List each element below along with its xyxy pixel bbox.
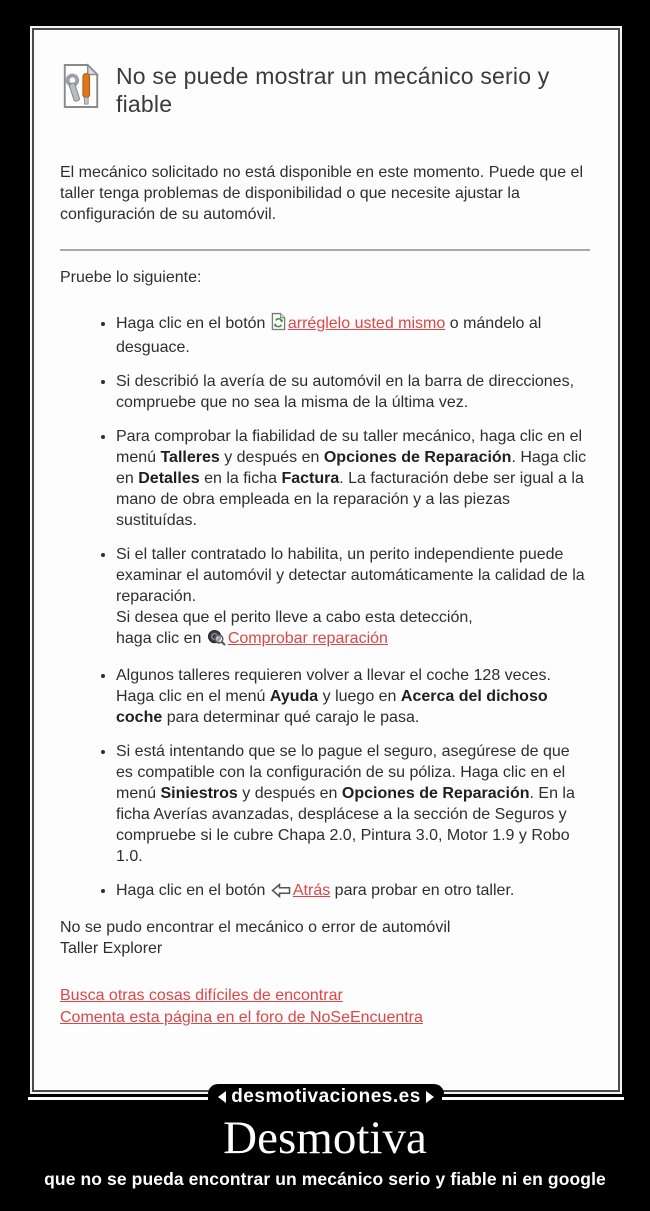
list-item: • Si describió la avería de su automóvil en la barra de direcciones, compruebe que no sea la misma de la última vez. [116, 371, 590, 413]
back-arrow-icon[interactable] [271, 883, 291, 904]
tips-list [60, 312, 590, 904]
list-item: • Haga clic en el botón Atrás para probar en otro taller. [116, 880, 590, 904]
watermark-line-left [28, 1097, 210, 1100]
error-link[interactable]: Atrás [292, 882, 331, 899]
error-header [60, 62, 590, 118]
detect-icon[interactable] [207, 629, 226, 652]
error-intro: El mecánico solicitado no está disponible en este momento. Puede que el taller tenga problemas de disponibilidad o que necesite ajustar la configuración de su automóvil. [60, 164, 583, 223]
footer-line: Taller Explorer [60, 940, 163, 957]
error-footer-text [60, 917, 588, 959]
error-page-screenshot [30, 26, 622, 1094]
poster-caption: que no se pueda encontrar un mecánico serio y fiable ni en google [44, 1169, 606, 1189]
poster-title: Desmotiva [223, 1112, 427, 1164]
list-item: • Para comprobar la fiabilidad de su taller mecánico, haga clic en el menú Talleres y después en Opciones de Reparación. Haga clic en Detalles en la ficha Factura. La facturación debe ser igual a la mano de obra empleada en la reparación y a las piezas sustituídas. [116, 426, 590, 531]
watermark-text: desmotivaciones.es [231, 1086, 421, 1107]
list-item: • Si el taller contratado lo habilita, un perito independiente puede examinar el automóvil y detectar automáticamente la calidad de la reparación. Si desea que el perito lleve a cabo esta detección, haga clic en Comprobar reparación [116, 544, 590, 652]
list-item: • Si está intentando que se lo pague el seguro, asegúrese de que es compatible con la configuración de su póliza. Haga clic en el menú Siniestros y después en Opciones de Reparación. En la ficha Averías avanzadas, desplácese a la sección de Seguros y compruebe si le cubre Chapa 2.0, Pintura 3.0, Motor 1.9 y Robo 1.0. [116, 741, 590, 867]
watermark-bar [28, 1085, 624, 1111]
watermark-line-right [442, 1097, 624, 1100]
error-link[interactable]: arréglelo usted mismo [287, 315, 446, 332]
divider [60, 249, 590, 251]
error-page-content [32, 28, 620, 1092]
list-item: • Haga clic en el botón arréglelo usted mismo o mándelo al desguace. [116, 312, 590, 358]
chevron-left-icon [218, 1091, 226, 1103]
bottom-link[interactable]: Comenta esta página en el foro de NoSeEncuentra [60, 1009, 423, 1026]
error-link[interactable]: Comprobar reparación [227, 630, 388, 647]
watermark-logo [208, 1084, 444, 1112]
bottom-link[interactable]: Busca otras cosas difíciles de encontrar [60, 987, 343, 1004]
list-item: • Algunos talleres requieren volver a llevar el coche 128 veces. Haga clic en el menú Ayuda y luego en Acerca del dichoso coche para determinar qué carajo le pasa. [116, 665, 590, 728]
chevron-right-icon [426, 1091, 434, 1103]
bottom-links [60, 985, 590, 1029]
error-title: No se puede mostrar un mecánico serio y fiable [116, 63, 550, 117]
try-heading: Pruebe lo siguiente: [60, 269, 202, 286]
footer-line: No se pudo encontrar el mecánico o error de automóvil [60, 919, 451, 936]
refresh-page-icon[interactable] [271, 312, 286, 337]
page-tools-icon [60, 62, 102, 116]
